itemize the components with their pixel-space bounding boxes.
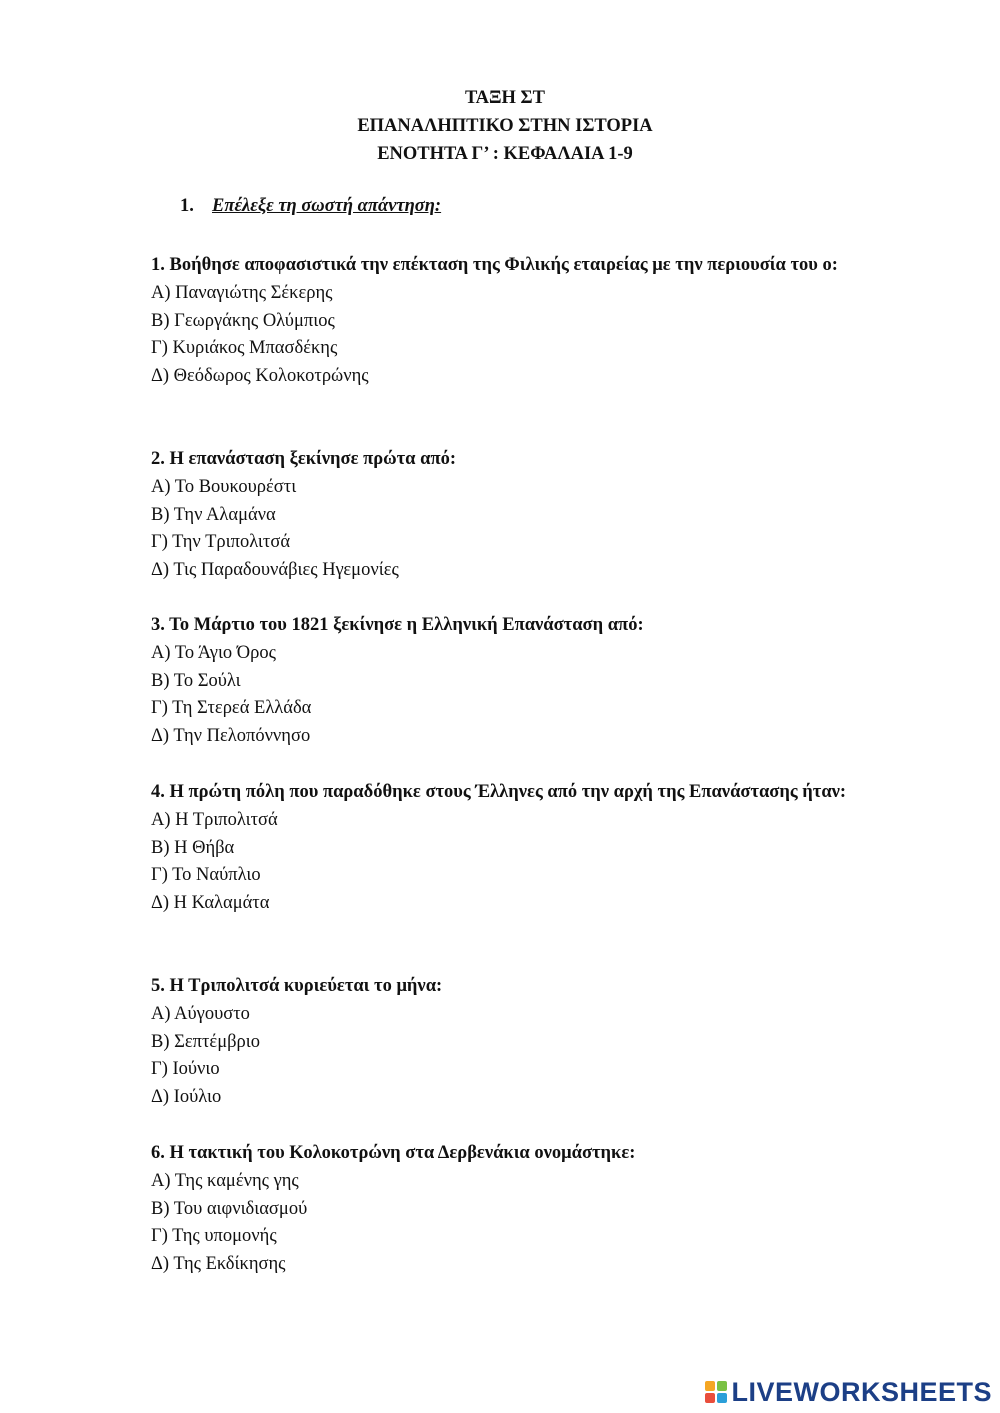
option-a[interactable]: Α) Το Βουκουρέστι bbox=[151, 476, 297, 497]
question-6 bbox=[151, 1140, 849, 1279]
class-title: ΤΑΞΗ ΣΤ bbox=[465, 88, 545, 108]
option-d[interactable]: Δ) Η Καλαμάτα bbox=[151, 893, 270, 914]
option-a[interactable]: Α) Η Τριπολιτσά bbox=[151, 809, 278, 830]
option-b[interactable]: Β) Η Θήβα bbox=[151, 837, 235, 858]
option-a[interactable]: Α) Το Άγιο Όρος bbox=[151, 642, 276, 663]
liveworksheets-icon bbox=[705, 1381, 727, 1403]
option-d[interactable]: Δ) Την Πελοπόννησο bbox=[151, 726, 311, 747]
liveworksheets-logo bbox=[705, 1377, 992, 1407]
option-c[interactable]: Γ) Της υπομονής bbox=[151, 1226, 277, 1247]
section-number: 1. bbox=[180, 196, 194, 216]
option-d[interactable]: Δ) Θεόδωρος Κολοκοτρώνης bbox=[151, 366, 369, 387]
question-text: 3. Το Μάρτιο του 1821 ξεκίνησε η Ελληνική Επανάσταση από: bbox=[151, 615, 644, 635]
option-b[interactable]: Β) Την Αλαμάνα bbox=[151, 504, 276, 525]
question-1 bbox=[151, 252, 849, 391]
section-instruction-text: Επέλεξε τη σωστή απάντηση: bbox=[212, 196, 442, 216]
unit-title: ΕΝΟΤΗΤΑ Γ’ : ΚΕΦΑΛΑΙΑ 1-9 bbox=[377, 144, 633, 164]
worksheet-title: ΕΠΑΝΑΛΗΠΤΙΚΟ ΣΤΗΝ ΙΣΤΟΡΙΑ bbox=[357, 116, 653, 136]
question-5 bbox=[151, 973, 849, 1112]
option-d[interactable]: Δ) Της Εκδίκησης bbox=[151, 1254, 286, 1275]
option-c[interactable]: Γ) Τη Στερεά Ελλάδα bbox=[151, 698, 312, 719]
question-text: 4. Η πρώτη πόλη που παραδόθηκε στους Έλληνες από την αρχή της Επανάστασης ήταν: bbox=[151, 782, 847, 802]
section-instruction bbox=[180, 196, 441, 217]
logo-text: LIVEWORKSHEETS bbox=[731, 1377, 992, 1407]
option-c[interactable]: Γ) Ιούνιο bbox=[151, 1059, 220, 1080]
option-c[interactable]: Γ) Την Τριπολιτσά bbox=[151, 532, 291, 553]
option-a[interactable]: Α) Της καμένης γης bbox=[151, 1170, 299, 1191]
question-text: 6. Η τακτική του Κολοκοτρώνη στα Δερβενάκια ονομάστηκε: bbox=[151, 1143, 636, 1163]
question-text: 1. Βοήθησε αποφασιστικά την επέκταση της Φιλικής εταιρείας με την περιουσία του ο: bbox=[151, 255, 838, 275]
option-b[interactable]: Β) Γεωργάκης Ολύμπιος bbox=[151, 310, 335, 331]
question-2 bbox=[151, 446, 849, 585]
option-a[interactable]: Α) Παναγιώτης Σέκερης bbox=[151, 282, 333, 303]
option-c[interactable]: Γ) Κυριάκος Μπασδέκης bbox=[151, 338, 338, 359]
question-text: 2. Η επανάσταση ξεκίνησε πρώτα από: bbox=[151, 449, 457, 469]
option-d[interactable]: Δ) Τις Παραδουνάβιες Ηγεμονίες bbox=[151, 560, 399, 581]
worksheet-header bbox=[0, 84, 1000, 168]
option-b[interactable]: Β) Το Σούλι bbox=[151, 670, 241, 691]
question-text: 5. Η Τριπολιτσά κυριεύεται το μήνα: bbox=[151, 976, 443, 996]
option-d[interactable]: Δ) Ιούλιο bbox=[151, 1087, 222, 1108]
question-3 bbox=[151, 612, 849, 751]
option-b[interactable]: Β) Του αιφνιδιασμού bbox=[151, 1198, 308, 1219]
option-b[interactable]: Β) Σεπτέμβριο bbox=[151, 1031, 260, 1052]
question-4 bbox=[151, 779, 849, 918]
option-a[interactable]: Α) Αύγουστο bbox=[151, 1003, 250, 1024]
option-c[interactable]: Γ) Το Ναύπλιο bbox=[151, 865, 261, 886]
